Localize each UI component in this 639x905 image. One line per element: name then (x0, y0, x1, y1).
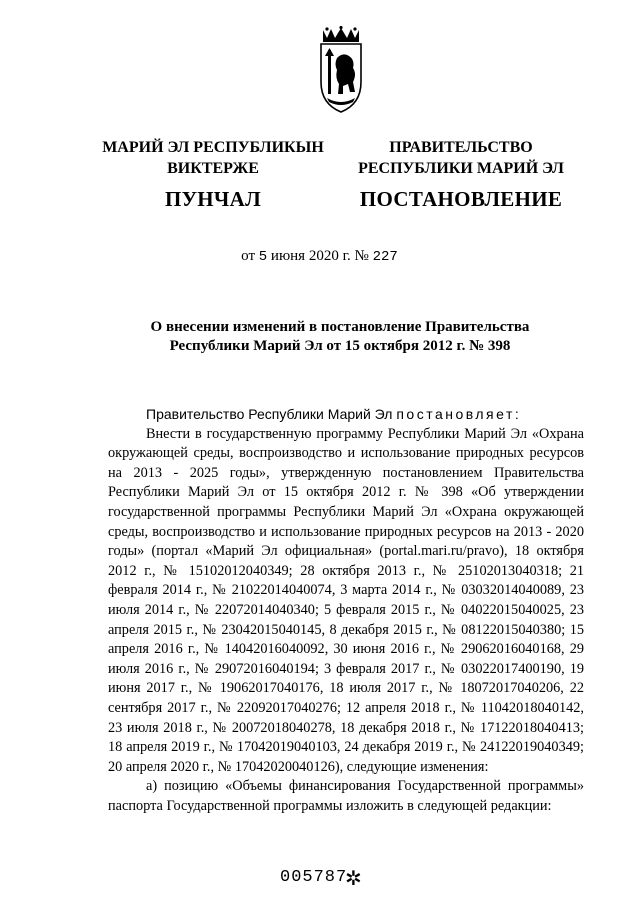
header-russian-block (352, 137, 570, 210)
document-date-line (0, 248, 639, 265)
header-mari-line1: МАРИЙ ЭЛ РЕСПУБЛИКЫН (102, 139, 324, 156)
body-lead (108, 405, 584, 425)
document-body (108, 405, 584, 816)
date-month-year: июня 2020 г. № (270, 248, 369, 264)
header-russian-line1: ПРАВИТЕЛЬСТВО (389, 139, 533, 156)
lead-verb: постановляет: (396, 406, 522, 422)
body-paragraph-1: Внести в государственную программу Республики Марий Эл «Охрана окружающей среды, воспроизводство и использование природных ресурсов на 2013 - 2025 годы», утвержденную постановлением Правительства Республики Марий Эл от 15 октября 2012 г. № 398 «Об утверждении государственной программы Республики Марий Эл «Охрана окружающей среды, воспроизводство и использование природных ресурсов на 2013 - 2020 годы» (портал «Марий Эл официальная» (portal.mari.ru/pravo), 18 октября 2012 г., № 15102012040349; 28 октября 2013 г., № 25102013040318; 21 февраля 2014 г., № 21022014040074, 3 марта 2014 г., № 03032014040089, 23 июля 2014 г., № 22072014040340; 5 февраля 2015 г., № 04022015040025, 23 апреля 2015 г., № 23042015040145, 8 декабря 2015 г., № 08122015040380; 15 апреля 2016 г., № 14042016040092, 30 июня 2016 г., № 29062016040168, 29 июля 2016 г., № 29072016040194; 3 февраля 2017 г., № 03022017400190, 19 июня 2017 г., № 19062017040176, 18 июля 2017 г., № 18072017040206, 22 сентября 2017 г., № 22092017040276; 12 апреля 2018 г., № 11042018040142, 23 июля 2018 г., № 20072018040278, 18 декабря 2018 г., № 17122018040413; 18 апреля 2019 г., № 17042019040103, 24 декабря 2019 г., № 24122019040349; 20 апреля 2020 г., № 17042020040126), следующие изменения: (108, 425, 584, 775)
subject-line1: О внесении изменений в постановление Правительства (150, 319, 530, 335)
date-prefix: от (241, 248, 256, 264)
header-mari-block (84, 137, 342, 210)
coat-of-arms-emblem (313, 26, 369, 114)
header-mari-line2: ВИКТЕРЖЕ (167, 160, 259, 177)
header-russian-line2: РЕСПУБЛИКИ МАРИЙ ЭЛ (358, 160, 564, 177)
body-paragraph-2: а) позицию «Объемы финансирования Государственной программы» паспорта Государственной программы изложить в следующей редакции: (108, 778, 584, 814)
footer-star-mark: ✲ (345, 868, 362, 890)
footer-doc-number: 005787 (280, 868, 348, 887)
header-russian-title: ПОСТАНОВЛЕНИЕ (359, 187, 563, 211)
date-day: 5 (258, 249, 268, 265)
lead-name: Правительство Республики Марий Эл (146, 406, 393, 422)
header-mari-title: ПУНЧАЛ (164, 187, 262, 211)
document-number: 227 (372, 249, 398, 265)
document-subject (110, 318, 570, 356)
subject-line2: Республики Марий Эл от 15 октября 2012 г. № 398 (169, 338, 511, 354)
